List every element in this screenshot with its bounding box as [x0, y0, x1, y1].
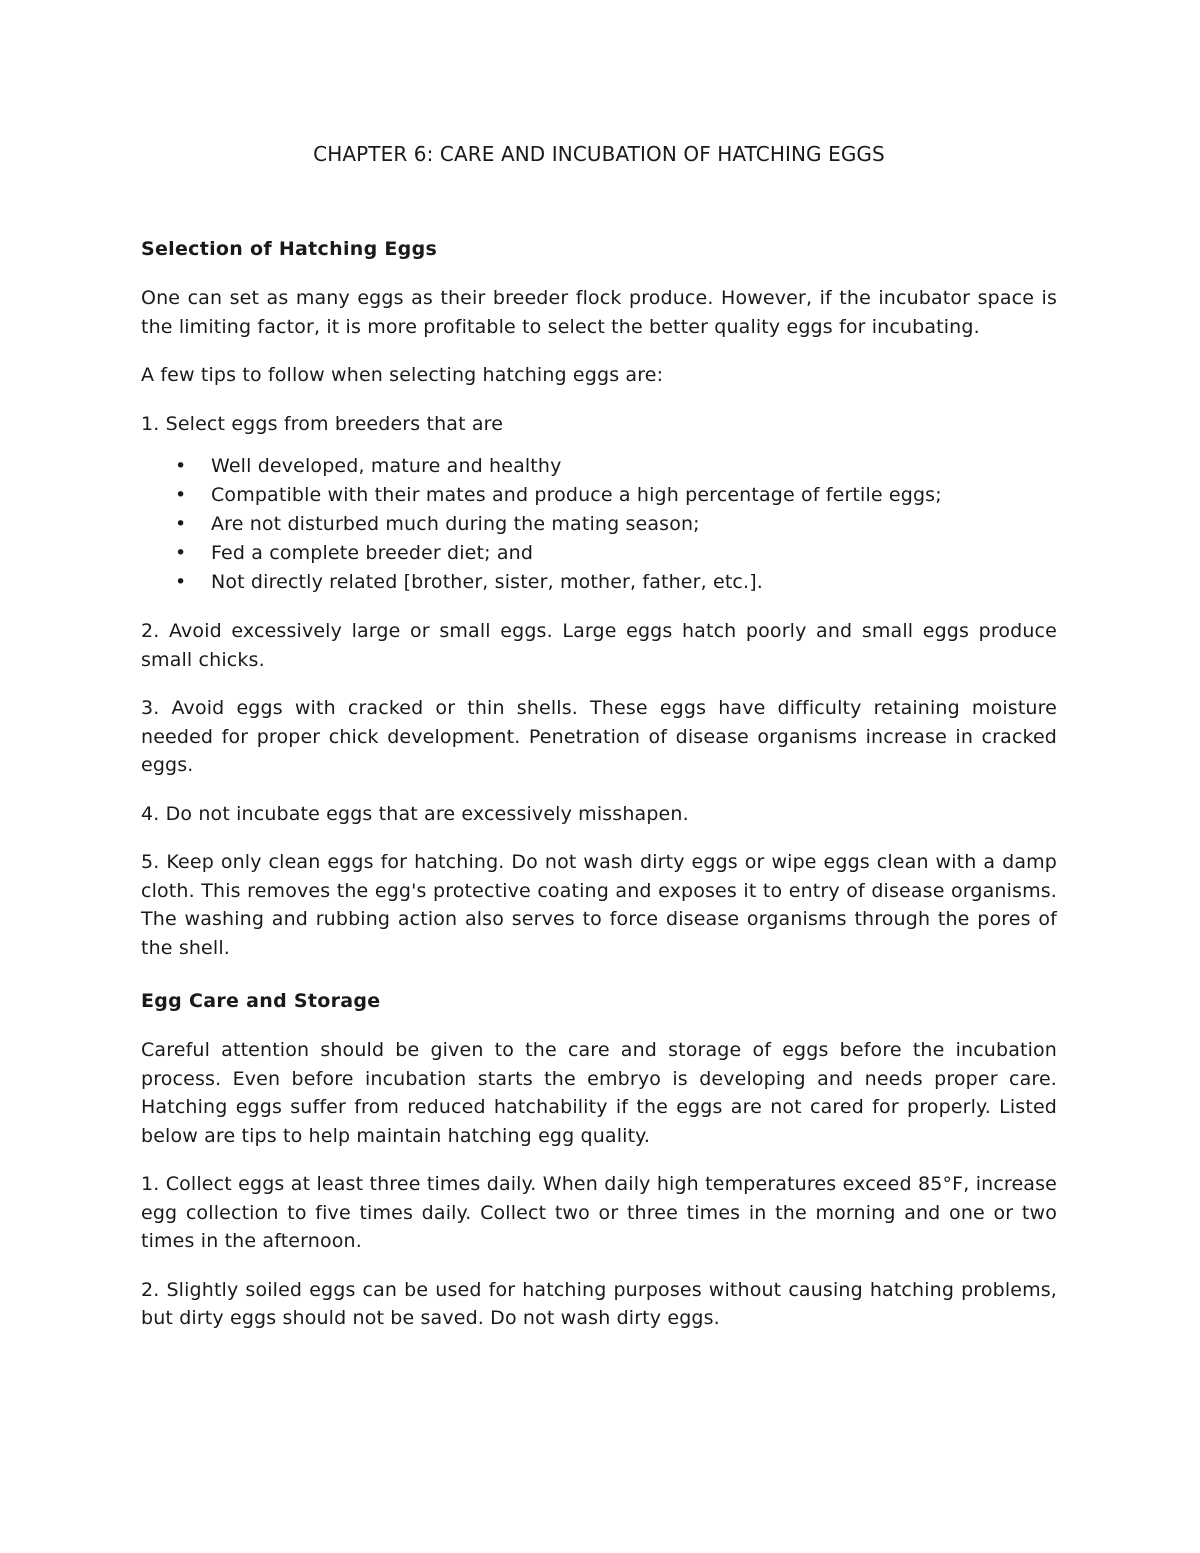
list-item [141, 568, 1057, 597]
bullet-icon: • [175, 455, 187, 477]
list-item [141, 510, 1057, 539]
selection-tip-2: 2. Avoid excessively large or small eggs. Large eggs hatch poorly and small eggs produce small chicks. [141, 620, 1057, 671]
section-heading-selection: Selection of Hatching Eggs [141, 238, 438, 260]
selection-tip-3: 3. Avoid eggs with cracked or thin shells. These eggs have difficulty retaining moisture needed for proper chick development. Penetration of disease organisms increase in cracked eggs. [141, 697, 1057, 776]
section-egg-care-and-storage [141, 988, 1057, 1333]
selection-tip-1: 1. Select eggs from breeders that are [141, 412, 504, 435]
document-page [141, 140, 1057, 1353]
list-item-text: Well developed, mature and healthy [211, 455, 562, 477]
list-item-text: Not directly related [brother, sister, mother, father, etc.]. [211, 571, 763, 593]
egg-care-intro-paragraph: Careful attention should be given to the care and storage of eggs before the incubation process. Even before incubation starts the embryo is developing and needs proper care. Hatching eggs suffer from reduced hatchability if the eggs are not cared for properly. Listed below are tips to help maintain hatching egg quality. [141, 1039, 1057, 1147]
list-item-text: Fed a complete breeder diet; and [211, 542, 534, 564]
list-item [141, 452, 1057, 481]
list-item-text: Compatible with their mates and produce a high percentage of fertile eggs; [211, 484, 942, 506]
selection-tips-intro: A few tips to follow when selecting hatching eggs are: [141, 364, 664, 386]
selection-tip-5: 5. Keep only clean eggs for hatching. Do not wash dirty eggs or wipe eggs clean with a damp cloth. This removes the egg's protective coating and exposes it to entry of disease organisms. The washing and rubbing action also serves to force disease organisms through the pores of the shell. [141, 851, 1057, 959]
list-item [141, 539, 1057, 568]
selection-intro-paragraph: One can set as many eggs as their breeder flock produce. However, if the incubator space is the limiting factor, it is more profitable to select the better quality eggs for incubating. [141, 287, 1057, 338]
egg-care-tip-2: 2. Slightly soiled eggs can be used for hatching purposes without causing hatching problems, but dirty eggs should not be saved. Do not wash dirty eggs. [141, 1278, 1057, 1329]
breeder-criteria-list [141, 452, 1057, 597]
section-heading-egg-care: Egg Care and Storage [141, 990, 381, 1012]
selection-tip-4: 4. Do not incubate eggs that are excessively misshapen. [141, 802, 689, 825]
bullet-icon: • [175, 542, 187, 564]
section-selection-of-hatching-eggs [141, 236, 1057, 962]
egg-care-tip-1: 1. Collect eggs at least three times daily. When daily high temperatures exceed 85°F, increase egg collection to five times daily. Collect two or three times in the morning and one or two times in the afternoon. [141, 1173, 1057, 1252]
chapter-title: CHAPTER 6: CARE AND INCUBATION OF HATCHING EGGS [313, 142, 885, 166]
list-item-text: Are not disturbed much during the mating season; [211, 513, 700, 535]
bullet-icon: • [175, 484, 187, 506]
bullet-icon: • [175, 513, 187, 535]
list-item [141, 481, 1057, 510]
bullet-icon: • [175, 571, 187, 593]
